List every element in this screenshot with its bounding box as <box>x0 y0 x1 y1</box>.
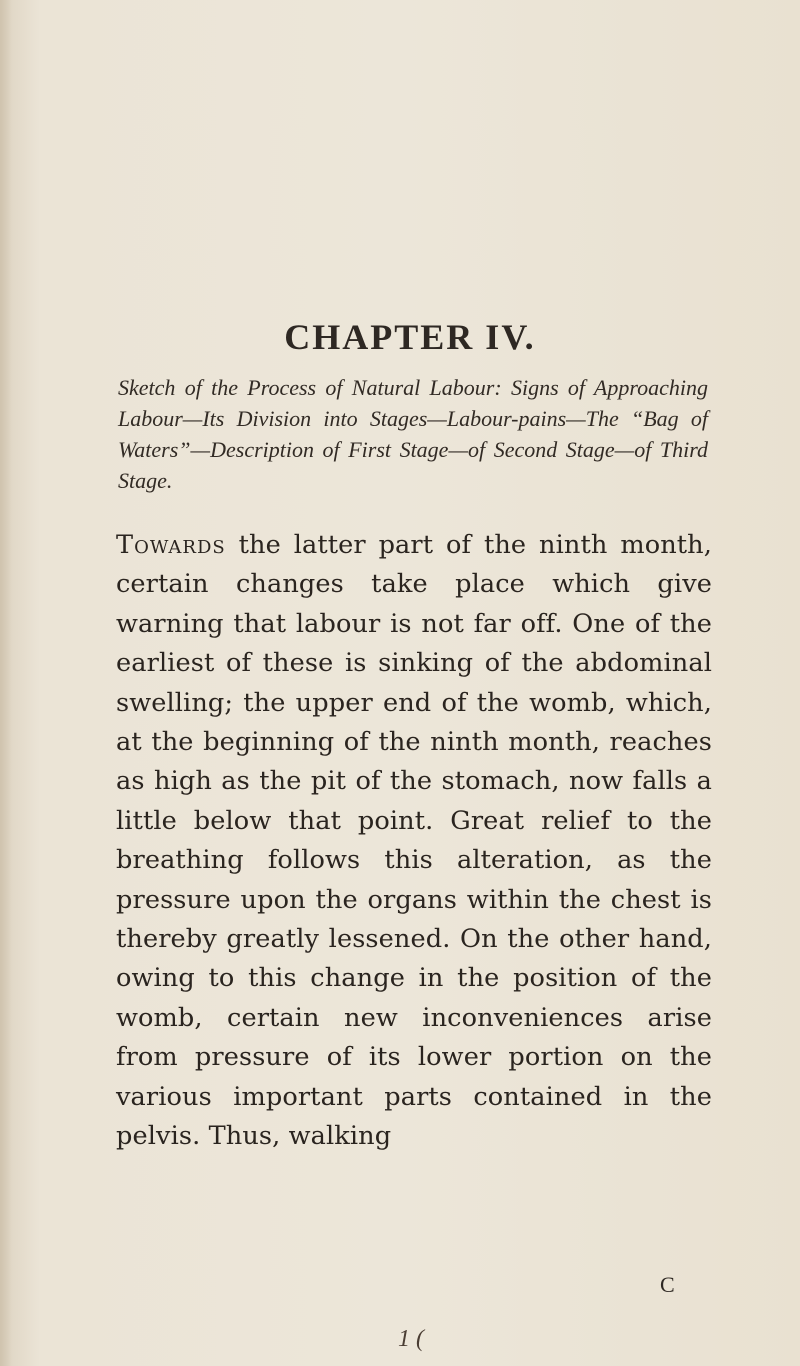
lead-word: Towards <box>116 530 226 560</box>
chapter-summary: Sketch of the Process of Natural Labour: Signs of Approaching Labour—Its Division into Stages—Labour-pains—The “Bag of Waters”—Description of First Stage—of Second Stage—of Third Stage. <box>118 375 708 493</box>
signature-mark: C <box>660 1272 675 1297</box>
page-edge-shadow <box>0 0 12 1366</box>
body-paragraph <box>116 526 712 1157</box>
chapter-title: CHAPTER IV. <box>284 317 536 357</box>
paragraph-text: the latter part of the ninth month, certain changes take place which give warning that labour is not far off. One of the earliest of these is sinking of the abdominal swelling; the upper end of the womb, which, at the beginning of the ninth month, reaches as high as the pit of the stomach, now falls a little below that point. Great relief to the breathing follows this alteration, as the pressure upon the organs within the chest is thereby greatly lessened. On the other hand, owing to this change in the position of the womb, certain new inconveniences arise from pressure of its lower portion on the various important parts contained in the pelvis. Thus, walking <box>116 530 712 1152</box>
page-mark: 1 ( <box>398 1326 424 1352</box>
